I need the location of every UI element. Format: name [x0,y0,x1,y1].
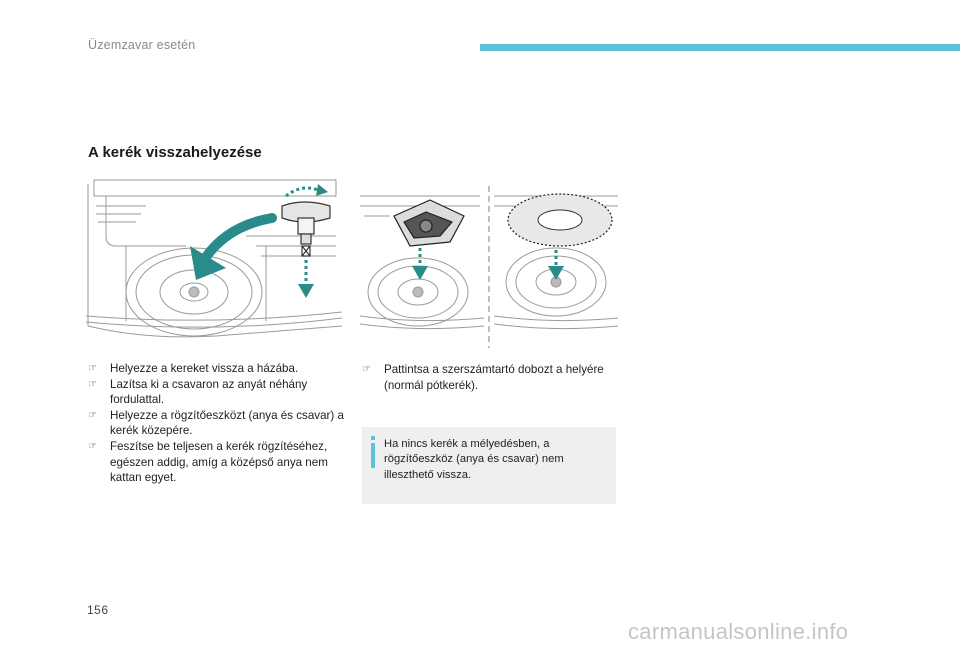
info-i-icon [370,436,376,468]
step-text: Feszítse be teljesen a kerék rögzítéséhez, egészen addig, amíg a középső anya nem kattan egyet. [110,439,328,485]
section-title: A kerék visszahelyezése [88,144,262,161]
step-text: Helyezze a kereket vissza a házába. [110,362,299,375]
tool-box-illustration [360,176,618,348]
left-step-list [88,361,350,486]
wheel-reinstall-illustration [86,176,342,348]
chapter-title: Üzemzavar esetén [88,38,196,52]
step-text: Helyezze a rögzítőeszközt (anya és csavar) a kerék közepére. [110,408,344,438]
pointing-hand-icon: ☞ [88,378,97,390]
list-item [88,377,350,408]
pointing-hand-icon: ☞ [88,409,97,421]
pointing-hand-icon: ☞ [88,440,97,452]
step-text: Lazítsa ki a csavaron az anyát néhány fordulattal. [110,377,308,407]
page-number: 156 [87,603,109,617]
info-text: Ha nincs kerék a mélyedésben, a rögzítőeszköz (anya és csavar) nem illeszthető vissza. [384,438,564,481]
watermark: carmanualsonline.info [628,619,849,644]
pointing-hand-icon: ☞ [362,364,371,375]
list-item [88,408,350,439]
list-item [88,361,350,377]
chapter-accent-bar [480,44,960,51]
info-note [362,427,616,504]
right-step-list [362,362,618,393]
list-item [88,439,350,486]
step-text: Pattintsa a szerszámtartó dobozt a helyére (normál pótkerék). [384,363,604,392]
list-item [362,362,618,393]
pointing-hand-icon: ☞ [88,363,97,374]
